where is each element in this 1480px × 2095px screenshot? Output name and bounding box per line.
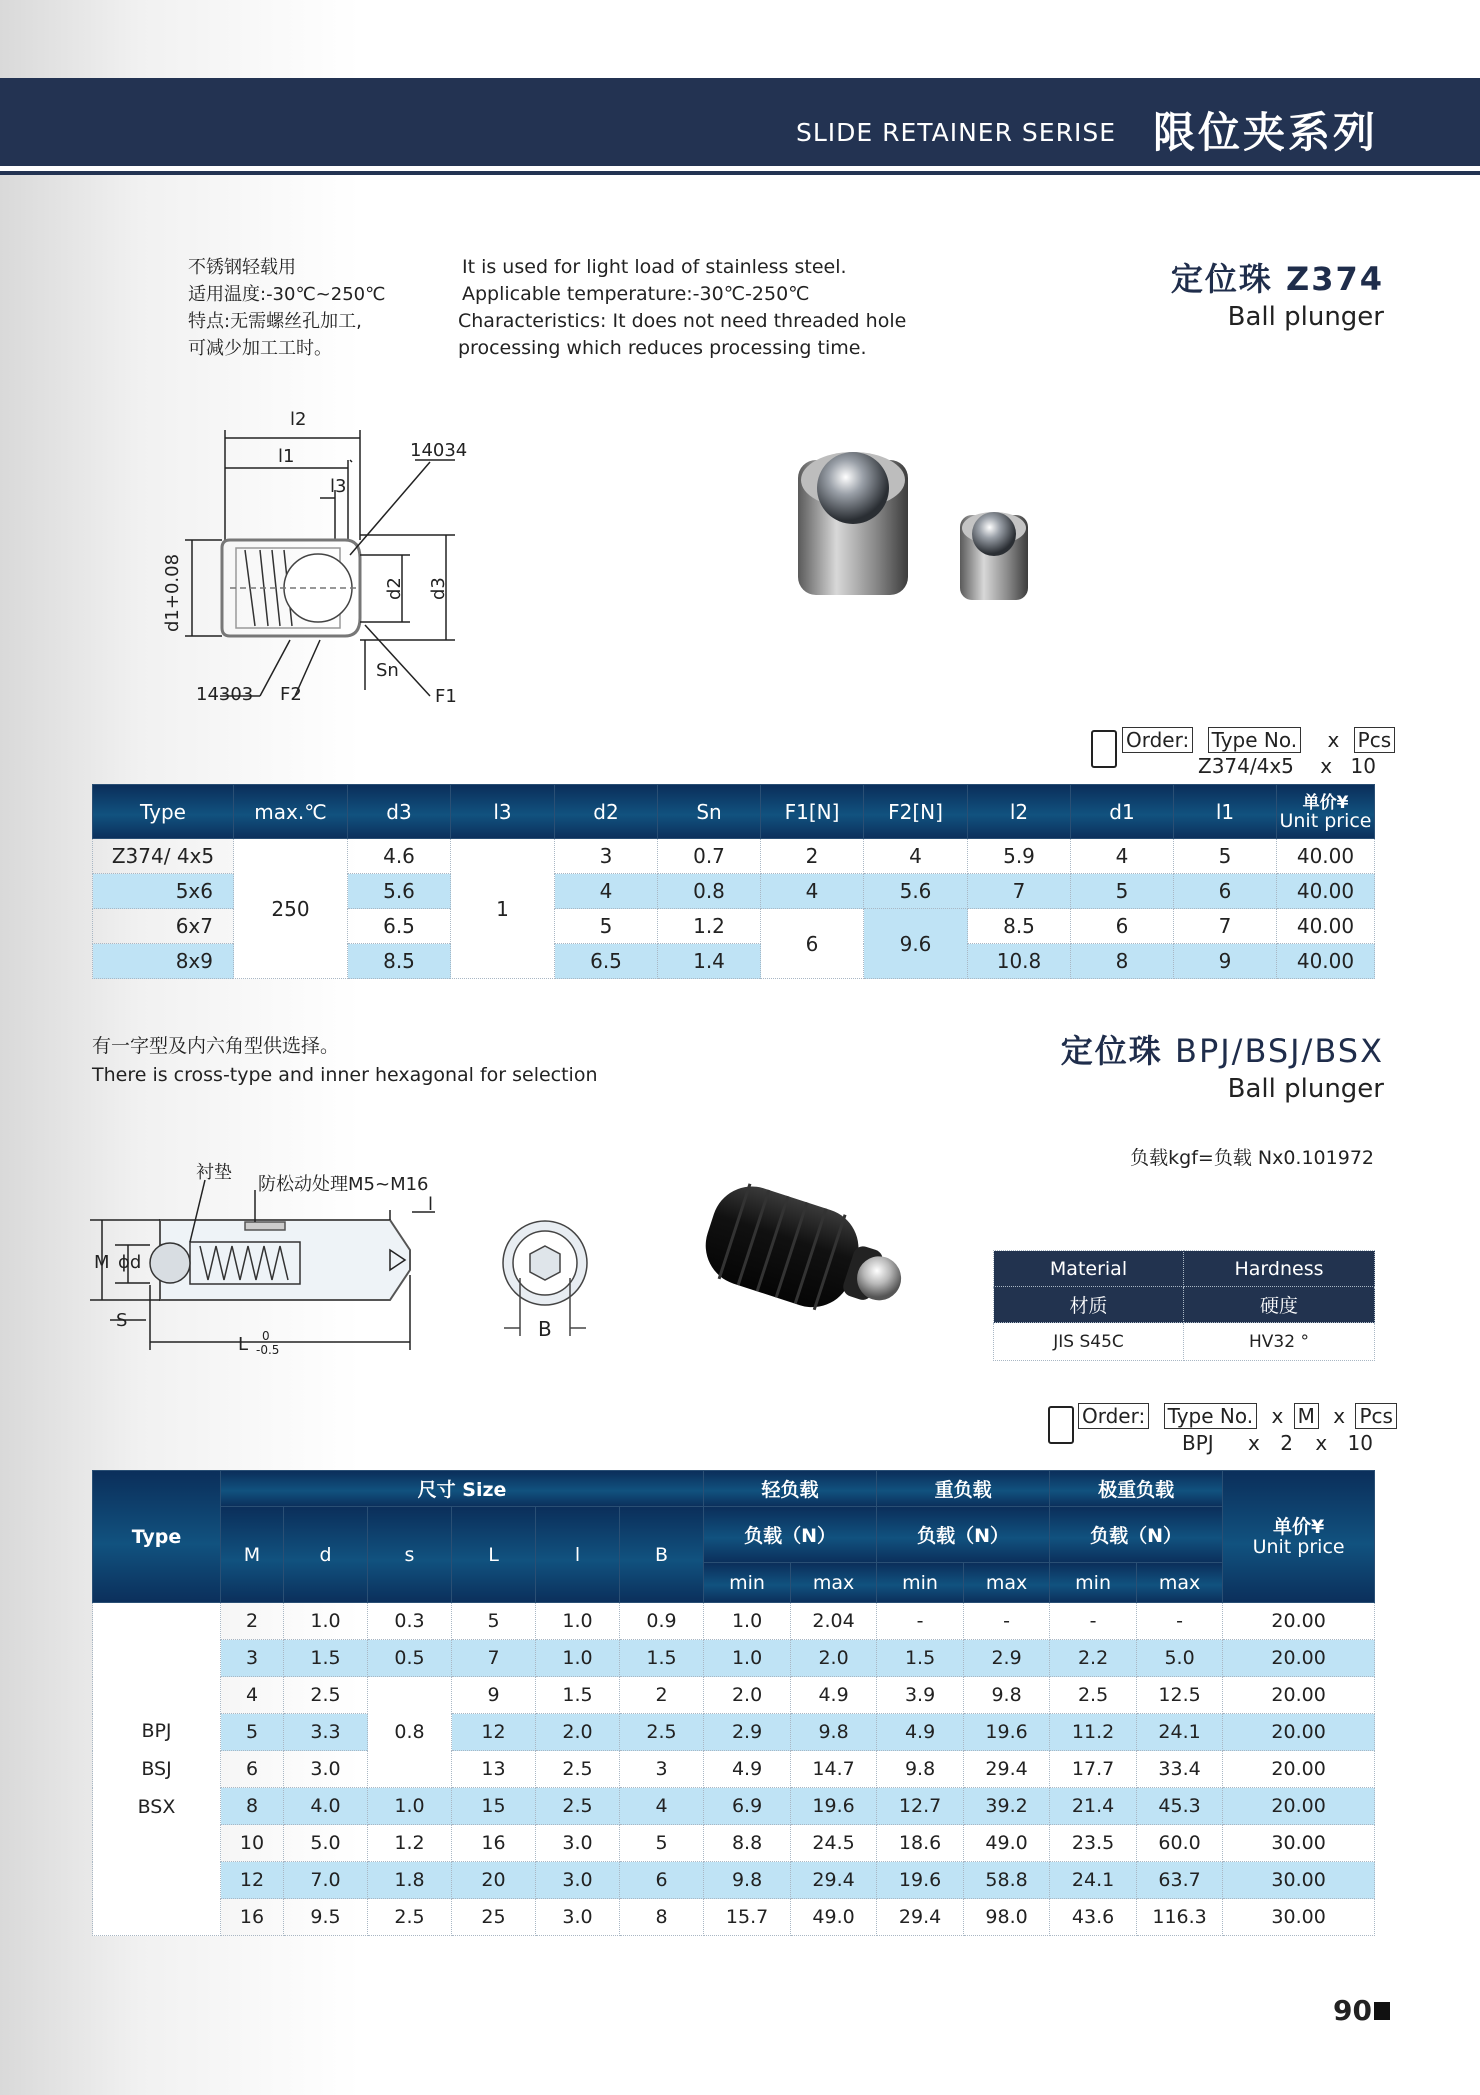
col-max: max (791, 1563, 877, 1603)
col-type: Type (93, 1471, 221, 1603)
order-ex-type: BPJ (1182, 1431, 1214, 1455)
page-number (1333, 1994, 1390, 2027)
cell: - (877, 1603, 964, 1640)
cell: 20.00 (1223, 1751, 1375, 1788)
cell: 20.00 (1223, 1640, 1375, 1677)
desc-line: processing which reduces processing time. (458, 337, 867, 359)
cell: 3 (555, 839, 658, 874)
bpj-product-title (1061, 1026, 1384, 1104)
label-f1: F1 (435, 686, 457, 707)
order-label: Order: (1122, 727, 1193, 753)
bpj-product-photo (690, 1178, 930, 1338)
bpj-load-note: 负载kgf=负载 Nx0.101972 (1130, 1147, 1374, 1169)
z374-order-format (1122, 728, 1395, 752)
cell: 15.7 (704, 1899, 791, 1936)
col-max: max (1137, 1563, 1223, 1603)
cell: 4.9 (877, 1714, 964, 1751)
cell: 2 (620, 1677, 704, 1714)
order-x: x (1327, 728, 1340, 752)
cell: 6 (1174, 874, 1277, 909)
bpj-desc-cn: 有一字型及内六角型供选择。 (92, 1035, 340, 1057)
cell: 6 (761, 909, 864, 979)
page-marker (1374, 2002, 1390, 2020)
cell: 2.5 (620, 1714, 704, 1751)
cell: 39.2 (964, 1788, 1050, 1825)
cell: 8.5 (348, 944, 451, 979)
cell: 9.6 (864, 909, 968, 979)
bpj-title-cn: 定位珠 (1060, 1032, 1163, 1070)
cell: 5.6 (348, 874, 451, 909)
dim-d3: d3 (428, 577, 449, 600)
col-d2: d2 (555, 785, 658, 839)
cell: 8 (1071, 944, 1174, 979)
price-cn: 单价¥ (1272, 1515, 1325, 1538)
cell: 24.1 (1137, 1714, 1223, 1751)
desc-line: 可减少加工工时。 (188, 338, 332, 359)
hardness-header-cn: 硬度 (1184, 1287, 1375, 1323)
bpj-order-example (1182, 1431, 1373, 1455)
dim-d2: d2 (384, 577, 405, 600)
z374-technical-drawing (150, 400, 490, 720)
cell: 3.3 (284, 1714, 368, 1751)
cell: 1.8 (368, 1862, 452, 1899)
cell: 60.0 (1137, 1825, 1223, 1862)
header-title-cn: 限位夹系列 (1152, 108, 1378, 157)
cell: 43.6 (1050, 1899, 1137, 1936)
col-d3: d3 (348, 785, 451, 839)
order-x: x (1333, 1404, 1346, 1428)
cell: 58.8 (964, 1862, 1050, 1899)
cell: 7 (968, 874, 1071, 909)
cell: 4.9 (704, 1751, 791, 1788)
cell: 29.4 (964, 1751, 1050, 1788)
cell: 4.9 (791, 1677, 877, 1714)
cell: 2.5 (536, 1751, 620, 1788)
cell: 1.5 (284, 1640, 368, 1677)
cell: 24.1 (1050, 1862, 1137, 1899)
cell: 9.8 (964, 1677, 1050, 1714)
dim-phid: ϕd (118, 1252, 142, 1273)
cell: 6.5 (555, 944, 658, 979)
col-l2: l2 (968, 785, 1071, 839)
order-m: M (1294, 1403, 1319, 1429)
cell: 4 (221, 1677, 284, 1714)
cell: 9.5 (284, 1899, 368, 1936)
col-l: l (536, 1507, 620, 1603)
col-load: 负载（N） (704, 1507, 877, 1563)
desc-line: Applicable temperature:-30℃-250℃ (462, 283, 810, 305)
cell: 5 (555, 909, 658, 944)
table-row (93, 1899, 1375, 1936)
cell: 29.4 (877, 1899, 964, 1936)
cell: 18.6 (877, 1825, 964, 1862)
cell: 3.0 (284, 1751, 368, 1788)
cell: 2.5 (284, 1677, 368, 1714)
col-heavy-load: 重负载 (877, 1471, 1050, 1507)
cell: 5.0 (284, 1825, 368, 1862)
dim-l: l (428, 1194, 434, 1215)
bpj-end-view (490, 1208, 600, 1348)
z374-desc-cn (188, 254, 385, 362)
col-price (1277, 785, 1375, 839)
cell: 5.9 (968, 839, 1071, 874)
col-b: B (620, 1507, 704, 1603)
desc-line: 不锈钢轻载用 (188, 257, 296, 278)
cell: 1.2 (368, 1825, 452, 1862)
col-min: min (704, 1563, 791, 1603)
cell: 10 (221, 1825, 284, 1862)
z374-product-title (1171, 254, 1384, 332)
bpj-desc-en: There is cross-type and inner hexagonal for selection (92, 1064, 598, 1086)
price-en: Unit price (1279, 809, 1372, 832)
cell: - (964, 1603, 1050, 1640)
col-sn: Sn (658, 785, 761, 839)
cell: 2.5 (1050, 1677, 1137, 1714)
cell: 9 (1174, 944, 1277, 979)
bpj-title-code: BPJ/BSJ/BSX (1174, 1032, 1384, 1070)
table-row (93, 1788, 1375, 1825)
cell: 49.0 (964, 1825, 1050, 1862)
cell: 1.0 (536, 1603, 620, 1640)
cell: 2.5 (368, 1899, 452, 1936)
cell: 12 (452, 1714, 536, 1751)
material-table (993, 1250, 1375, 1361)
cell: 9.8 (704, 1862, 791, 1899)
table-row (93, 1751, 1375, 1788)
z374-product-photo (780, 430, 1060, 630)
col-size: 尺寸 Size (221, 1471, 704, 1507)
bpj-table-body (93, 1603, 1375, 1936)
cell: 4 (555, 874, 658, 909)
cell: 2.0 (791, 1640, 877, 1677)
cell: 7 (1174, 909, 1277, 944)
cell: 19.6 (791, 1788, 877, 1825)
cell: 1.4 (658, 944, 761, 979)
cell: 33.4 (1137, 1751, 1223, 1788)
order-ex-pcs: 10 (1350, 754, 1376, 778)
col-f2: F2[N] (864, 785, 968, 839)
label-sn: Sn (376, 660, 399, 681)
cell: 13 (452, 1751, 536, 1788)
col-d1: d1 (1071, 785, 1174, 839)
dim-b: B (538, 1317, 552, 1341)
cell: - (1137, 1603, 1223, 1640)
cell: 5.6 (864, 874, 968, 909)
dim-d1: d1+0.08 (162, 553, 183, 632)
desc-line: Characteristics: It does not need threaded hole (458, 310, 907, 332)
col-light-load: 轻负载 (704, 1471, 877, 1507)
cell: 11.2 (1050, 1714, 1137, 1751)
header-title-en: SLIDE RETAINER SERISE (795, 118, 1116, 147)
cell: 30.00 (1223, 1862, 1375, 1899)
cell: 19.6 (877, 1862, 964, 1899)
cell: 1.0 (704, 1640, 791, 1677)
cell: 20.00 (1223, 1603, 1375, 1640)
dim-l3: l3 (330, 476, 347, 497)
cell-price: 40.00 (1277, 944, 1375, 979)
material-value: JIS S45C (994, 1323, 1184, 1361)
cell: 7 (452, 1640, 536, 1677)
cell: 4 (620, 1788, 704, 1825)
cell: 10.8 (968, 944, 1071, 979)
z374-order-example (1198, 754, 1376, 778)
z374-spec-table (92, 784, 1375, 979)
cell: 1.5 (536, 1677, 620, 1714)
cell: 2.0 (704, 1677, 791, 1714)
dim-s: S (116, 1310, 128, 1331)
order-x: x (1271, 1404, 1284, 1428)
table-row (93, 1603, 1375, 1640)
cell: 0.3 (368, 1603, 452, 1640)
cell: 1.0 (368, 1788, 452, 1825)
part-14303: 14303 (196, 684, 254, 705)
cell: 1.0 (536, 1640, 620, 1677)
cell: 2.04 (791, 1603, 877, 1640)
material-header: Material (994, 1251, 1184, 1287)
cell-maxc: 250 (234, 839, 348, 979)
z374-title-cn: 定位珠 Z374 (1170, 260, 1384, 298)
cell: 2.9 (964, 1640, 1050, 1677)
cell-type-names (93, 1603, 221, 1936)
cell: 2.2 (1050, 1640, 1137, 1677)
cell: 4 (864, 839, 968, 874)
order-x: x (1248, 1431, 1260, 1455)
cell: 2.5 (536, 1788, 620, 1825)
order-type-no: Type No. (1164, 1403, 1258, 1429)
col-L: L (452, 1507, 536, 1603)
cell: 98.0 (964, 1899, 1050, 1936)
cell: 45.3 (1137, 1788, 1223, 1825)
cell: 0.8 (368, 1677, 452, 1788)
col-f1: F1[N] (761, 785, 864, 839)
cell: 9.8 (877, 1751, 964, 1788)
bpj-desc (92, 1032, 598, 1090)
cell: 16 (452, 1825, 536, 1862)
cell: 1.2 (658, 909, 761, 944)
bpj-technical-drawing (90, 1160, 450, 1360)
order-ex-m: 2 (1280, 1431, 1293, 1455)
col-max: max (964, 1563, 1050, 1603)
cell: 2.0 (536, 1714, 620, 1751)
cell: 21.4 (1050, 1788, 1137, 1825)
table-row (93, 839, 1375, 874)
cell: 20 (452, 1862, 536, 1899)
dim-l2: l2 (290, 409, 307, 430)
type-name: BPJ (141, 1720, 172, 1742)
order-pcs: Pcs (1355, 1403, 1396, 1429)
cell: 4.0 (284, 1788, 368, 1825)
order-x: x (1320, 754, 1333, 778)
cell: 24.5 (791, 1825, 877, 1862)
label-anti-loose: 防松动处理M5~M16 (258, 1174, 429, 1195)
cell: 0.8 (658, 874, 761, 909)
cell: 8.8 (704, 1825, 791, 1862)
cell: 29.4 (791, 1862, 877, 1899)
desc-line: 特点:无需螺丝孔加工, (188, 311, 362, 332)
type-name: BSJ (141, 1758, 172, 1780)
cell: 5.0 (1137, 1640, 1223, 1677)
cell: 116.3 (1137, 1899, 1223, 1936)
price-en: Unit price (1252, 1535, 1345, 1558)
cell: 8.5 (968, 909, 1071, 944)
col-load: 负载（N） (1050, 1507, 1223, 1563)
cell: 3 (221, 1640, 284, 1677)
cell: 25 (452, 1899, 536, 1936)
cell: 9.8 (791, 1714, 877, 1751)
price-cn: 单价¥ (1302, 792, 1349, 813)
cell: 5 (221, 1714, 284, 1751)
cell: 5 (1174, 839, 1277, 874)
cell: 3.9 (877, 1677, 964, 1714)
cell: 9 (452, 1677, 536, 1714)
cell: 2 (221, 1603, 284, 1640)
table-row (93, 1677, 1375, 1714)
cell-price: 40.00 (1277, 839, 1375, 874)
col-s: s (368, 1507, 452, 1603)
dim-m: M (94, 1252, 110, 1273)
cell-price: 40.00 (1277, 909, 1375, 944)
cell: 20.00 (1223, 1714, 1375, 1751)
cell: 4 (761, 874, 864, 909)
label-f2: F2 (280, 684, 302, 705)
cell: 5 (620, 1825, 704, 1862)
label-pad: 衬垫 (196, 1162, 232, 1183)
col-type: Type (93, 785, 234, 839)
order-type-no: Type No. (1208, 727, 1302, 753)
cell: - (1050, 1603, 1137, 1640)
cell: 4.6 (348, 839, 451, 874)
dim-l1: l1 (278, 446, 295, 467)
cell: 30.00 (1223, 1899, 1375, 1936)
cell: 2 (761, 839, 864, 874)
cell: 1.5 (877, 1640, 964, 1677)
cell: 3 (620, 1751, 704, 1788)
type-name: BSX (137, 1796, 176, 1818)
cell: 3.0 (536, 1825, 620, 1862)
cell-l3: 1 (451, 839, 555, 979)
cell: 8 (221, 1788, 284, 1825)
z374-title-en: Ball plunger (1227, 302, 1384, 332)
cell: 8 (620, 1899, 704, 1936)
cell: 15 (452, 1788, 536, 1825)
desc-line: 适用温度:-30℃~250℃ (188, 284, 386, 305)
cell: 14.7 (791, 1751, 877, 1788)
cell: 7.0 (284, 1862, 368, 1899)
cell: 1.5 (620, 1640, 704, 1677)
order-pcs: Pcs (1354, 727, 1395, 753)
cell: 2.9 (704, 1714, 791, 1751)
cell: 0.7 (658, 839, 761, 874)
cell: 23.5 (1050, 1825, 1137, 1862)
phone-icon (1091, 730, 1117, 768)
col-l1: l1 (1174, 785, 1277, 839)
col-min: min (1050, 1563, 1137, 1603)
cell: 19.6 (964, 1714, 1050, 1751)
col-d: d (284, 1507, 368, 1603)
cell: 49.0 (791, 1899, 877, 1936)
cell: 6 (221, 1751, 284, 1788)
col-load: 负载（N） (877, 1507, 1050, 1563)
cell: 5 (452, 1603, 536, 1640)
cell: 12 (221, 1862, 284, 1899)
table-row (93, 1640, 1375, 1677)
cell-type: 6x7 (93, 909, 234, 944)
bpj-spec-table (92, 1470, 1375, 1936)
cell: 3.0 (536, 1899, 620, 1936)
cell: 16 (221, 1899, 284, 1936)
table-row (93, 1825, 1375, 1862)
part-14034: 14034 (410, 440, 468, 461)
dim-L-tol-bot: -0.5 (256, 1343, 280, 1357)
cell: 6 (1071, 909, 1174, 944)
phone-icon (1048, 1406, 1074, 1444)
cell: 63.7 (1137, 1862, 1223, 1899)
material-header-cn: 材质 (994, 1287, 1184, 1323)
col-maxc: max.℃ (234, 785, 348, 839)
cell: 5 (1071, 874, 1174, 909)
dim-L: L (238, 1334, 249, 1355)
cell: 20.00 (1223, 1788, 1375, 1825)
hardness-value: HV32 ° (1184, 1323, 1375, 1361)
cell: 4 (1071, 839, 1174, 874)
cell: 6 (620, 1862, 704, 1899)
cell: 6.5 (348, 909, 451, 944)
cell: 30.00 (1223, 1825, 1375, 1862)
header-divider (0, 171, 1480, 175)
order-ex-type: Z374/4x5 (1198, 754, 1294, 778)
cell: 12.5 (1137, 1677, 1223, 1714)
cell: 6.9 (704, 1788, 791, 1825)
cell: 20.00 (1223, 1677, 1375, 1714)
dim-L-tol-top: 0 (262, 1329, 270, 1343)
table-row (93, 1714, 1375, 1751)
cell-price: 40.00 (1277, 874, 1375, 909)
col-price (1223, 1471, 1375, 1603)
bpj-order-format (1078, 1404, 1397, 1428)
table-row (93, 1862, 1375, 1899)
cell: 0.9 (620, 1603, 704, 1640)
order-label: Order: (1078, 1403, 1149, 1429)
order-ex-pcs: 10 (1347, 1431, 1373, 1455)
page-number-text: 90 (1333, 1994, 1372, 2027)
desc-line: It is used for light load of stainless steel. (462, 256, 847, 278)
cell-type: Z374/ 4x5 (93, 839, 234, 874)
cell-type: 5x6 (93, 874, 234, 909)
col-l3: l3 (451, 785, 555, 839)
bpj-title-en: Ball plunger (1227, 1074, 1384, 1104)
cell: 17.7 (1050, 1751, 1137, 1788)
hardness-header: Hardness (1184, 1251, 1375, 1287)
col-m: M (221, 1507, 284, 1603)
cell: 12.7 (877, 1788, 964, 1825)
cell: 1.0 (284, 1603, 368, 1640)
order-x: x (1315, 1431, 1328, 1455)
col-min: min (877, 1563, 964, 1603)
z374-desc-en (458, 254, 906, 362)
cell-type: 8x9 (93, 944, 234, 979)
cell: 3.0 (536, 1862, 620, 1899)
cell: 0.5 (368, 1640, 452, 1677)
cell: 1.0 (704, 1603, 791, 1640)
col-extra-heavy-load: 极重负载 (1050, 1471, 1223, 1507)
